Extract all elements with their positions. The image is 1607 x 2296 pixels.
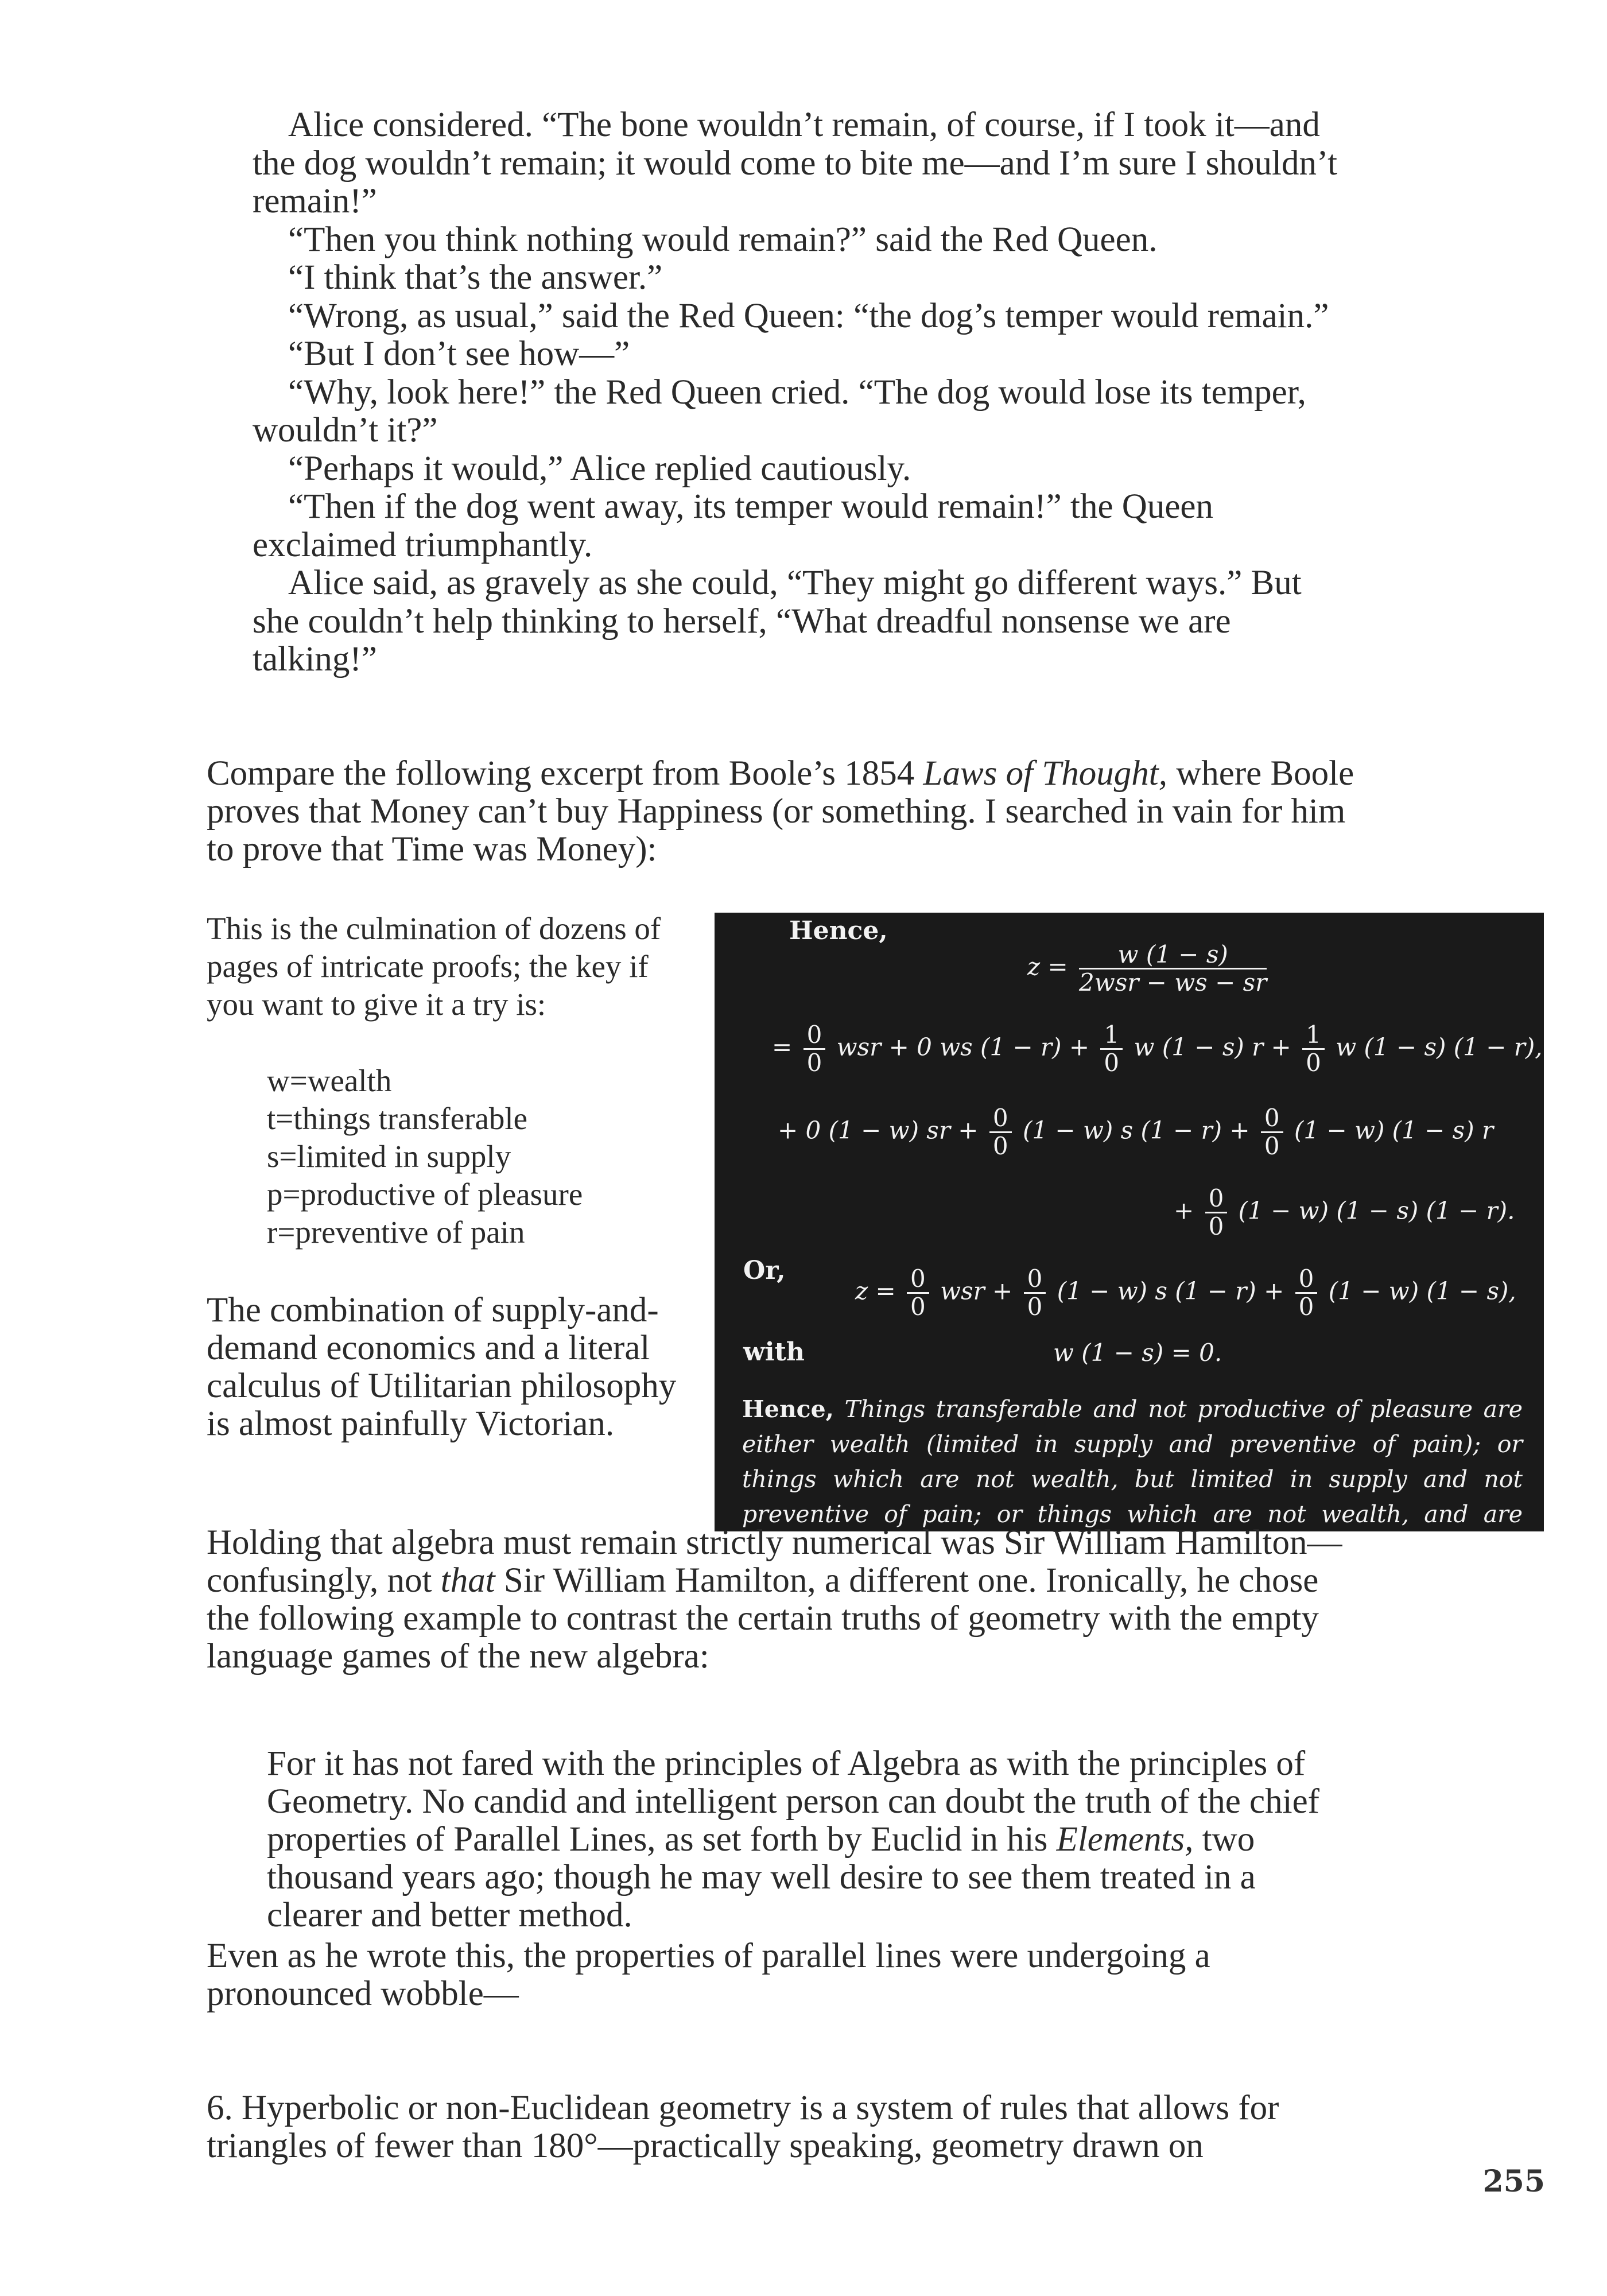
formula-conclusion — [742, 1392, 1523, 1531]
quote-paragraph: “Then you think nothing would remain?” said the Red Queen. — [288, 220, 1158, 259]
denominator: 0 — [1104, 1049, 1120, 1077]
numerator: 0 — [907, 1266, 929, 1294]
hamilton-blockquote — [267, 1745, 1357, 1934]
formula-term: w (1 − s) (1 − r), — [1336, 1033, 1543, 1061]
conclusion-text: Things transferable and not productive of pleasure are either wealth (limited in supply and preventive of pain); or things which are not wealth, but limited in supply and not preventive of pain; or things which are not wealth, and are — [742, 1395, 1523, 1528]
numerator: 0 — [804, 1022, 826, 1050]
formula-term: wsr + — [940, 1277, 1013, 1305]
z-numerator: w (1 − s) — [1117, 940, 1228, 968]
alice-quote-block — [253, 106, 1354, 679]
variable-definitions — [267, 1062, 669, 1251]
sidebar-intro-text: This is the culmination of dozens of pages of intricate proofs; the key if you want to give it a try is: — [207, 911, 661, 1022]
quote-paragraph: “Then if the dog went away, its temper would remain!” the Queen exclaimed triumphantly. — [253, 487, 1213, 564]
z-denominator: 2wsr − ws − sr — [1079, 968, 1267, 996]
page-number: 255 — [1482, 2164, 1545, 2199]
z-equals: z = — [1027, 952, 1068, 981]
formula-term: (1 − w) s (1 − r) + — [1022, 1116, 1250, 1145]
fraction — [1205, 1185, 1228, 1240]
sidebar-intro — [207, 910, 683, 1023]
blockquote-text: two thousand years ago; though he may well desire to see them treated in a clearer and better method. — [267, 1820, 1256, 1934]
book-title: Laws of Thought, — [923, 754, 1167, 793]
formula-line-2 — [778, 1105, 1493, 1159]
denominator: 0 — [1208, 1212, 1224, 1240]
hamilton-text: Holding that algebra must remain strictly numerical was Sir William Hamilton—confusingly, not — [207, 1523, 1342, 1600]
z-fraction — [1079, 941, 1267, 996]
quote-paragraph: “Perhaps it would,” Alice replied cautiously. — [288, 449, 911, 488]
emphasis: that — [440, 1561, 495, 1600]
denominator: 0 — [910, 1293, 926, 1321]
quote-paragraph: “I think that’s the answer.” — [288, 258, 663, 297]
fraction — [907, 1266, 929, 1320]
formula-term: w (1 − s) r + — [1134, 1033, 1291, 1061]
compare-text: Compare the following excerpt from Boole’s 1854 — [207, 754, 923, 793]
denominator: 0 — [1264, 1132, 1280, 1160]
fraction — [1302, 1022, 1325, 1076]
footnote-6: 6. Hyperbolic or non-Euclidean geometry is a system of rules that allows for triangles of fewer than 180°—practically speaking, geometry drawn on — [207, 2089, 1279, 2165]
book-title: Elements, — [1056, 1820, 1194, 1859]
fraction — [989, 1105, 1012, 1159]
formula-term: w (1 − s) = 0. — [1053, 1339, 1222, 1367]
fraction — [1024, 1266, 1046, 1320]
fraction — [1100, 1022, 1123, 1076]
formula-or-line — [855, 1266, 1516, 1320]
fraction — [1295, 1266, 1318, 1320]
quote-paragraph: Alice said, as gravely as she could, “They might go different ways.” But she couldn’t help thinking to herself, “What dreadful nonsense we are talking!” — [253, 564, 1302, 678]
denominator: 0 — [992, 1132, 1008, 1160]
numerator: 0 — [1295, 1266, 1318, 1294]
formula-term: (1 − w) s (1 − r) + — [1057, 1277, 1284, 1305]
fraction — [1261, 1105, 1283, 1159]
quote-paragraph: “Wrong, as usual,” said the Red Queen: “the dog’s temper would remain.” — [288, 296, 1329, 335]
wobble-paragraph: Even as he wrote this, the properties of parallel lines were undergoing a pronounced wobble— — [207, 1937, 1210, 2013]
formula-with-label: with — [743, 1337, 805, 1367]
blockquote-text: For it has not fared with the principles of Algebra as with the principles of Geometry. No candid and intelligent person can doubt the truth of the chief properties of Parallel Lines, as set forth by Euclid in his — [267, 1744, 1319, 1859]
equals-sign: = — [772, 1033, 793, 1061]
hamilton-text: Sir William Hamilton, a different one. Ironically, he chose the following example to contrast the certain truths of geometry with the empty language games of the new algebra: — [207, 1561, 1319, 1676]
fraction — [804, 1022, 826, 1076]
definition-item: t=things transferable — [267, 1101, 528, 1136]
quote-paragraph: “Why, look here!” the Red Queen cried. “The dog would lose its temper, wouldn’t it?” — [253, 373, 1306, 449]
numerator: 0 — [1205, 1185, 1228, 1213]
formula-term: + 0 (1 − w) sr + — [778, 1116, 979, 1145]
numerator: 0 — [1024, 1266, 1046, 1294]
numerator: 0 — [989, 1105, 1012, 1133]
formula-line-3 — [1174, 1185, 1515, 1240]
hamilton-paragraph — [207, 1524, 1366, 1676]
formula-hence-label: Hence, — [789, 916, 888, 945]
quote-paragraph: “But I don’t see how—” — [288, 335, 630, 373]
formula-or-label: Or, — [743, 1256, 786, 1285]
formula-term: wsr + 0 ws (1 − r) + — [836, 1033, 1090, 1061]
formula-term: (1 − w) (1 − s) r — [1294, 1116, 1494, 1145]
formula-term: (1 − w) (1 − s), — [1328, 1277, 1516, 1305]
denominator: 0 — [1298, 1293, 1314, 1321]
boole-formula-figure — [715, 913, 1544, 1531]
formula-term: (1 − w) (1 − s) (1 − r). — [1238, 1196, 1515, 1225]
numerator: 0 — [1261, 1105, 1283, 1133]
definition-item: w=wealth — [267, 1063, 392, 1098]
definition-item: r=preventive of pain — [267, 1215, 525, 1250]
combination-paragraph: The combination of supply-and-demand economics and a literal calculus of Utilitarian philosophy is almost painfully Victorian. — [207, 1291, 677, 1443]
formula-with-line — [1053, 1339, 1222, 1367]
formula-z-line — [1027, 941, 1270, 996]
quote-paragraph: Alice considered. “The bone wouldn’t remain, of course, if I took it—and the dog wouldn’t remain; it would come to bite me—and I’m sure I shouldn’t remain!” — [253, 106, 1338, 220]
z-equals: z = — [855, 1277, 896, 1305]
denominator: 0 — [1027, 1293, 1043, 1321]
denominator: 0 — [806, 1049, 822, 1077]
numerator: 1 — [1302, 1022, 1325, 1050]
plus-sign: + — [1174, 1196, 1194, 1225]
denominator: 0 — [1306, 1049, 1321, 1077]
conclusion-lead: Hence, — [742, 1395, 834, 1423]
definition-item: s=limited in supply — [267, 1139, 511, 1174]
numerator: 1 — [1100, 1022, 1123, 1050]
compare-text: where Boole proves that Money can’t buy Happiness (or something. I searched in vain for him to prove that Time was Money): — [207, 754, 1354, 868]
formula-line-1 — [772, 1022, 1543, 1076]
definition-item: p=productive of pleasure — [267, 1177, 583, 1212]
compare-paragraph — [207, 755, 1366, 868]
